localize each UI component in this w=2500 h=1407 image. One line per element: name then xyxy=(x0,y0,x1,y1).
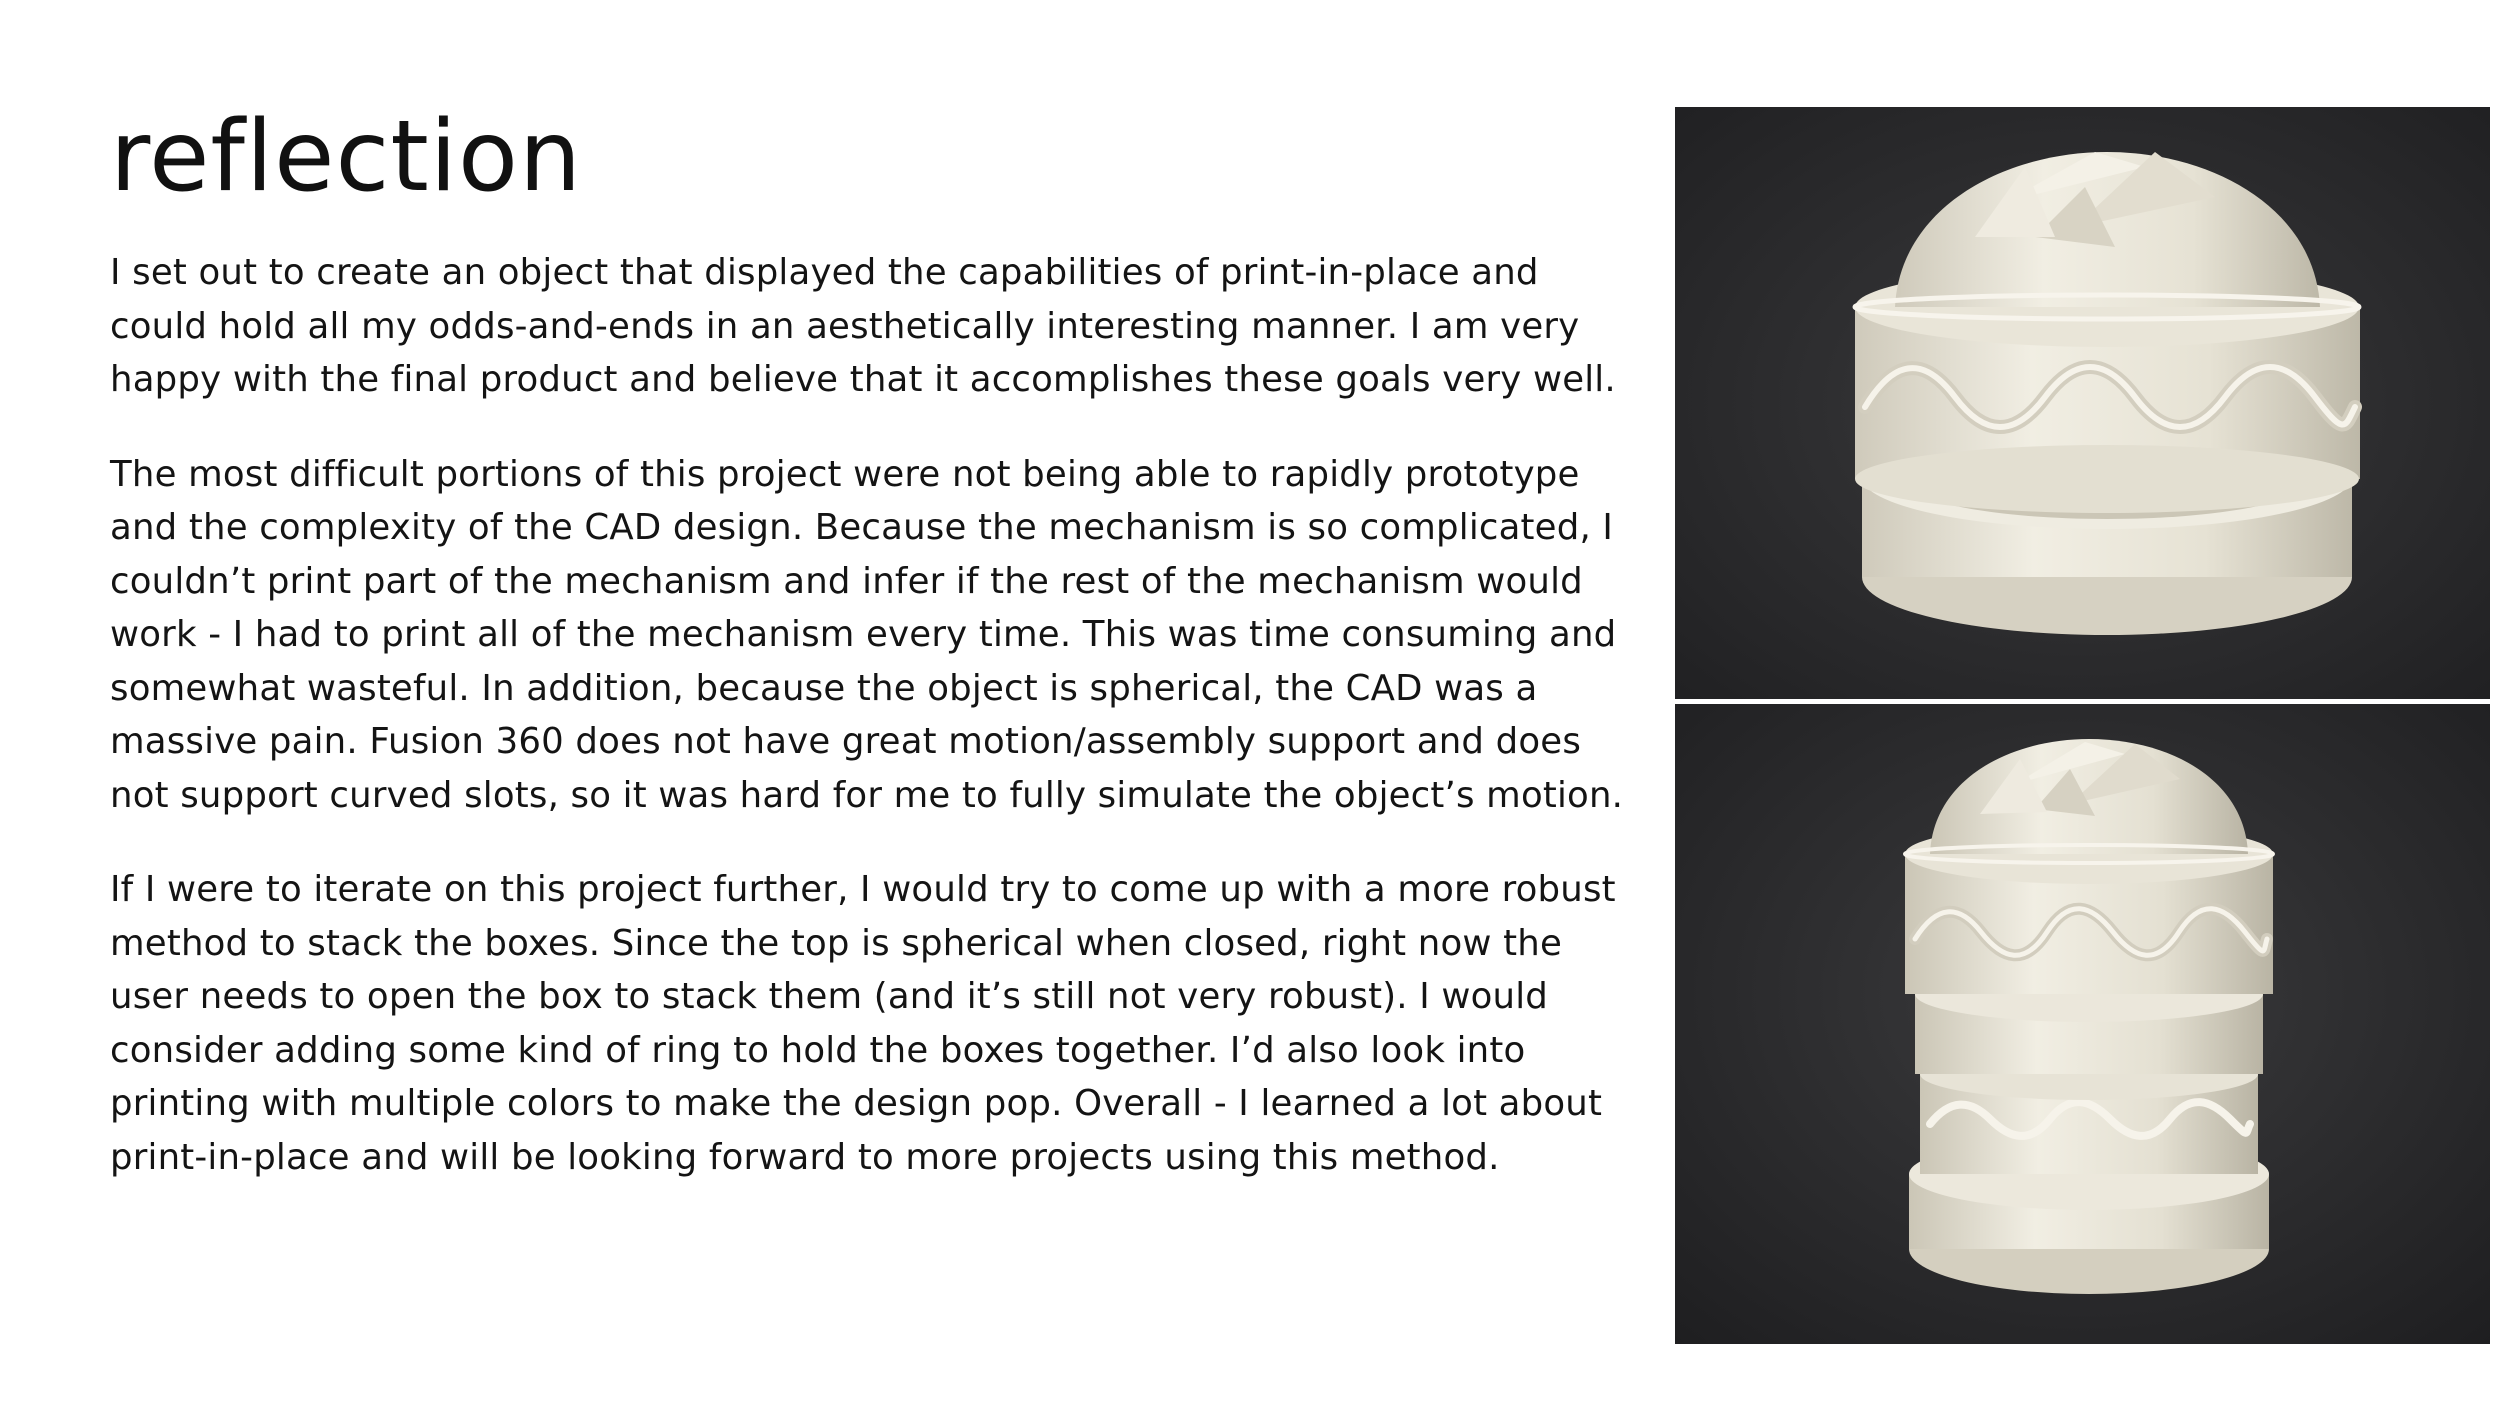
reflection-text xyxy=(110,246,1630,1225)
photo-stacked-boxes xyxy=(1675,704,2490,1344)
paragraph-difficulties: The most difficult portions of this project were not being able to rapidly prototype and the complexity of the CAD design. Because the mechanism is so complicated, I couldn’t print part of the mechanism and infer if the rest of the mechanism would work - I had to print all of the mechanism every time. This was time consuming and somewhat wasteful. In addition, because the object is spherical, the CAD was a massive pain. Fusion 360 does not have great motion/assembly support and does not support curved slots, so it was hard for me to fully simulate the object’s motion. xyxy=(110,453,1624,816)
paragraph-intro: I set out to create an object that displayed the capabilities of print-in-place and could hold all my odds-and-ends in an aesthetically interesting manner. I am very happy with the final product and believe that it accomplishes these goals very well. xyxy=(110,252,1616,400)
photo-single-box xyxy=(1675,107,2490,699)
paragraph-future-work: If I were to iterate on this project further, I would try to come up with a more robust method to stack the boxes. Since the top is spherical when closed, right now the user needs to open the box to stack them (and it’s still not very robust). I would consider adding some kind of ring to hold the boxes together. I’d also look into printing with multiple colors to make the design pop. Overall - I learned a lot about print-in-place and will be looking forward to more projects using this method. xyxy=(110,869,1616,1178)
page-title: reflection xyxy=(110,100,583,214)
